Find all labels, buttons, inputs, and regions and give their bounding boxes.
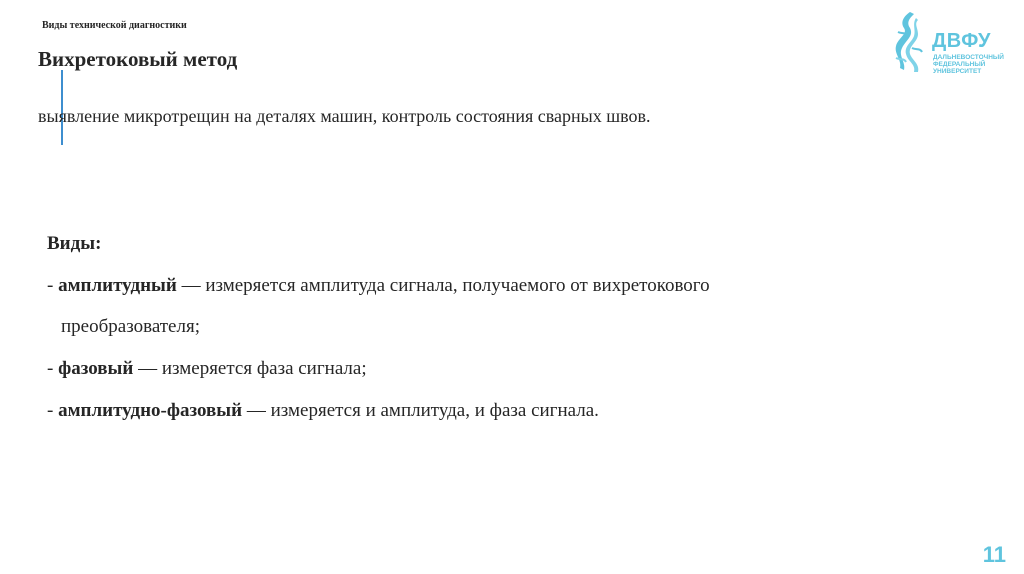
item-prefix: - [47,358,59,379]
logo-emblem-icon [890,8,930,78]
list-item [47,397,947,425]
item-term: амплитудно-фазовый [58,400,243,421]
logo-subtitle-line: УНИВЕРСИТЕТ [933,68,982,75]
content-heading: Виды: [47,233,102,254]
logo-title: ДВФУ [932,30,991,52]
item-term: амплитудный [58,275,177,296]
list-item [47,272,947,341]
item-term: фазовый [58,358,134,379]
logo-subtitle-line: ДАЛЬНЕВОСТОЧНЫЙ [933,54,1004,61]
page-number: 11 [982,542,1006,567]
logo-subtitle-line: ФЕДЕРАЛЬНЫЙ [933,61,986,68]
slide-subtitle: выявление микротрещин на деталях машин, контроль состояния сварных швов. [38,106,651,126]
slide-title: Вихретоковый метод [38,47,238,71]
item-prefix: - [47,275,59,296]
university-logo [890,8,1006,78]
item-description: — измеряется амплитуда сигнала, получаемого от вихретокового [176,275,710,296]
section-label: Виды технической диагностики [42,20,187,31]
item-description-continued: преобразователя; [61,316,200,337]
logo-subtitle [933,54,1005,75]
item-description: — измеряется фаза сигнала; [133,358,367,379]
list-item [47,355,947,383]
item-description: — измеряется и амплитуда, и фаза сигнала. [242,400,599,421]
content-body [47,230,947,439]
item-prefix: - [47,400,59,421]
